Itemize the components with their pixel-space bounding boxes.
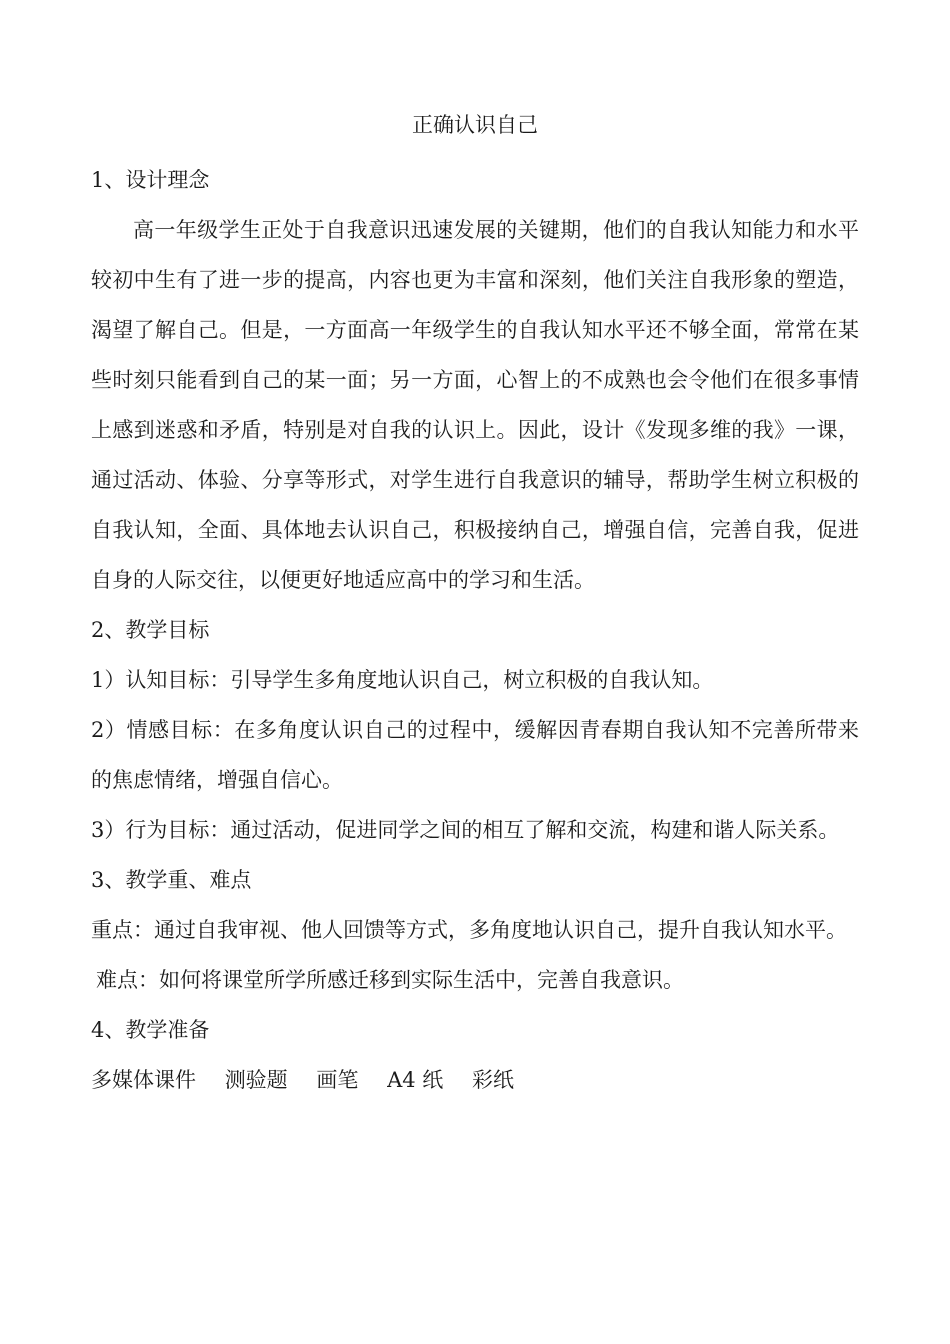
preparation-items (91, 1055, 859, 1105)
key-point: 重点：通过自我审视、他人回馈等方式，多角度地认识自己，提升自我认知水平。 (91, 918, 847, 942)
section-heading-teaching-goals: 2、教学目标 (91, 618, 210, 642)
difficult-point: 难点：如何将课堂所学所感迁移到实际生活中，完善自我意识。 (96, 968, 684, 992)
section-heading-key-difficult-points: 3、教学重、难点 (91, 868, 252, 892)
document-title: 正确认识自己 (412, 113, 538, 137)
prep-item-quiz: 测验题 (224, 1068, 288, 1092)
section-heading-design-concept: 1、设计理念 (91, 168, 210, 192)
document-page (91, 105, 859, 1105)
goal-cognitive: 1）认知目标：引导学生多角度地认识自己，树立积极的自我认知。 (91, 668, 714, 692)
prep-item-colored-paper: 彩纸 (471, 1068, 514, 1092)
goal-behavioral: 3）行为目标：通过活动，促进同学之间的相互了解和交流，构建和谐人际关系。 (91, 818, 840, 842)
goal-emotional: 2）情感目标：在多角度认识自己的过程中，缓解因青春期自我认知不完善所带来的焦虑情绪，增强自信心。 (91, 718, 859, 792)
prep-item-brush: 画笔 (316, 1068, 359, 1092)
design-concept-paragraph: 高一年级学生正处于自我意识迅速发展的关键期，他们的自我认知能力和水平较初中生有了进一步的提高，内容也更为丰富和深刻，他们关注自我形象的塑造，渴望了解自己。但是，一方面高一年级学生的自我认知水平还不够全面，常常在某些时刻只能看到自己的某一面；另一方面，心智上的不成熟也会令他们在很多事情上感到迷惑和矛盾，特别是对自我的认识上。因此，设计《发现多维的我》一课，通过活动、体验、分享等形式，对学生进行自我意识的辅导，帮助学生树立积极的自我认知，全面、具体地去认识自己，积极接纳自己，增强自信，完善自我，促进自身的人际交往，以便更好地适应高中的学习和生活。 (91, 218, 859, 592)
prep-item-a4-paper: A4 纸 (387, 1068, 444, 1092)
prep-item-multimedia: 多媒体课件 (91, 1068, 196, 1092)
section-heading-teaching-preparation: 4、教学准备 (91, 1018, 210, 1042)
